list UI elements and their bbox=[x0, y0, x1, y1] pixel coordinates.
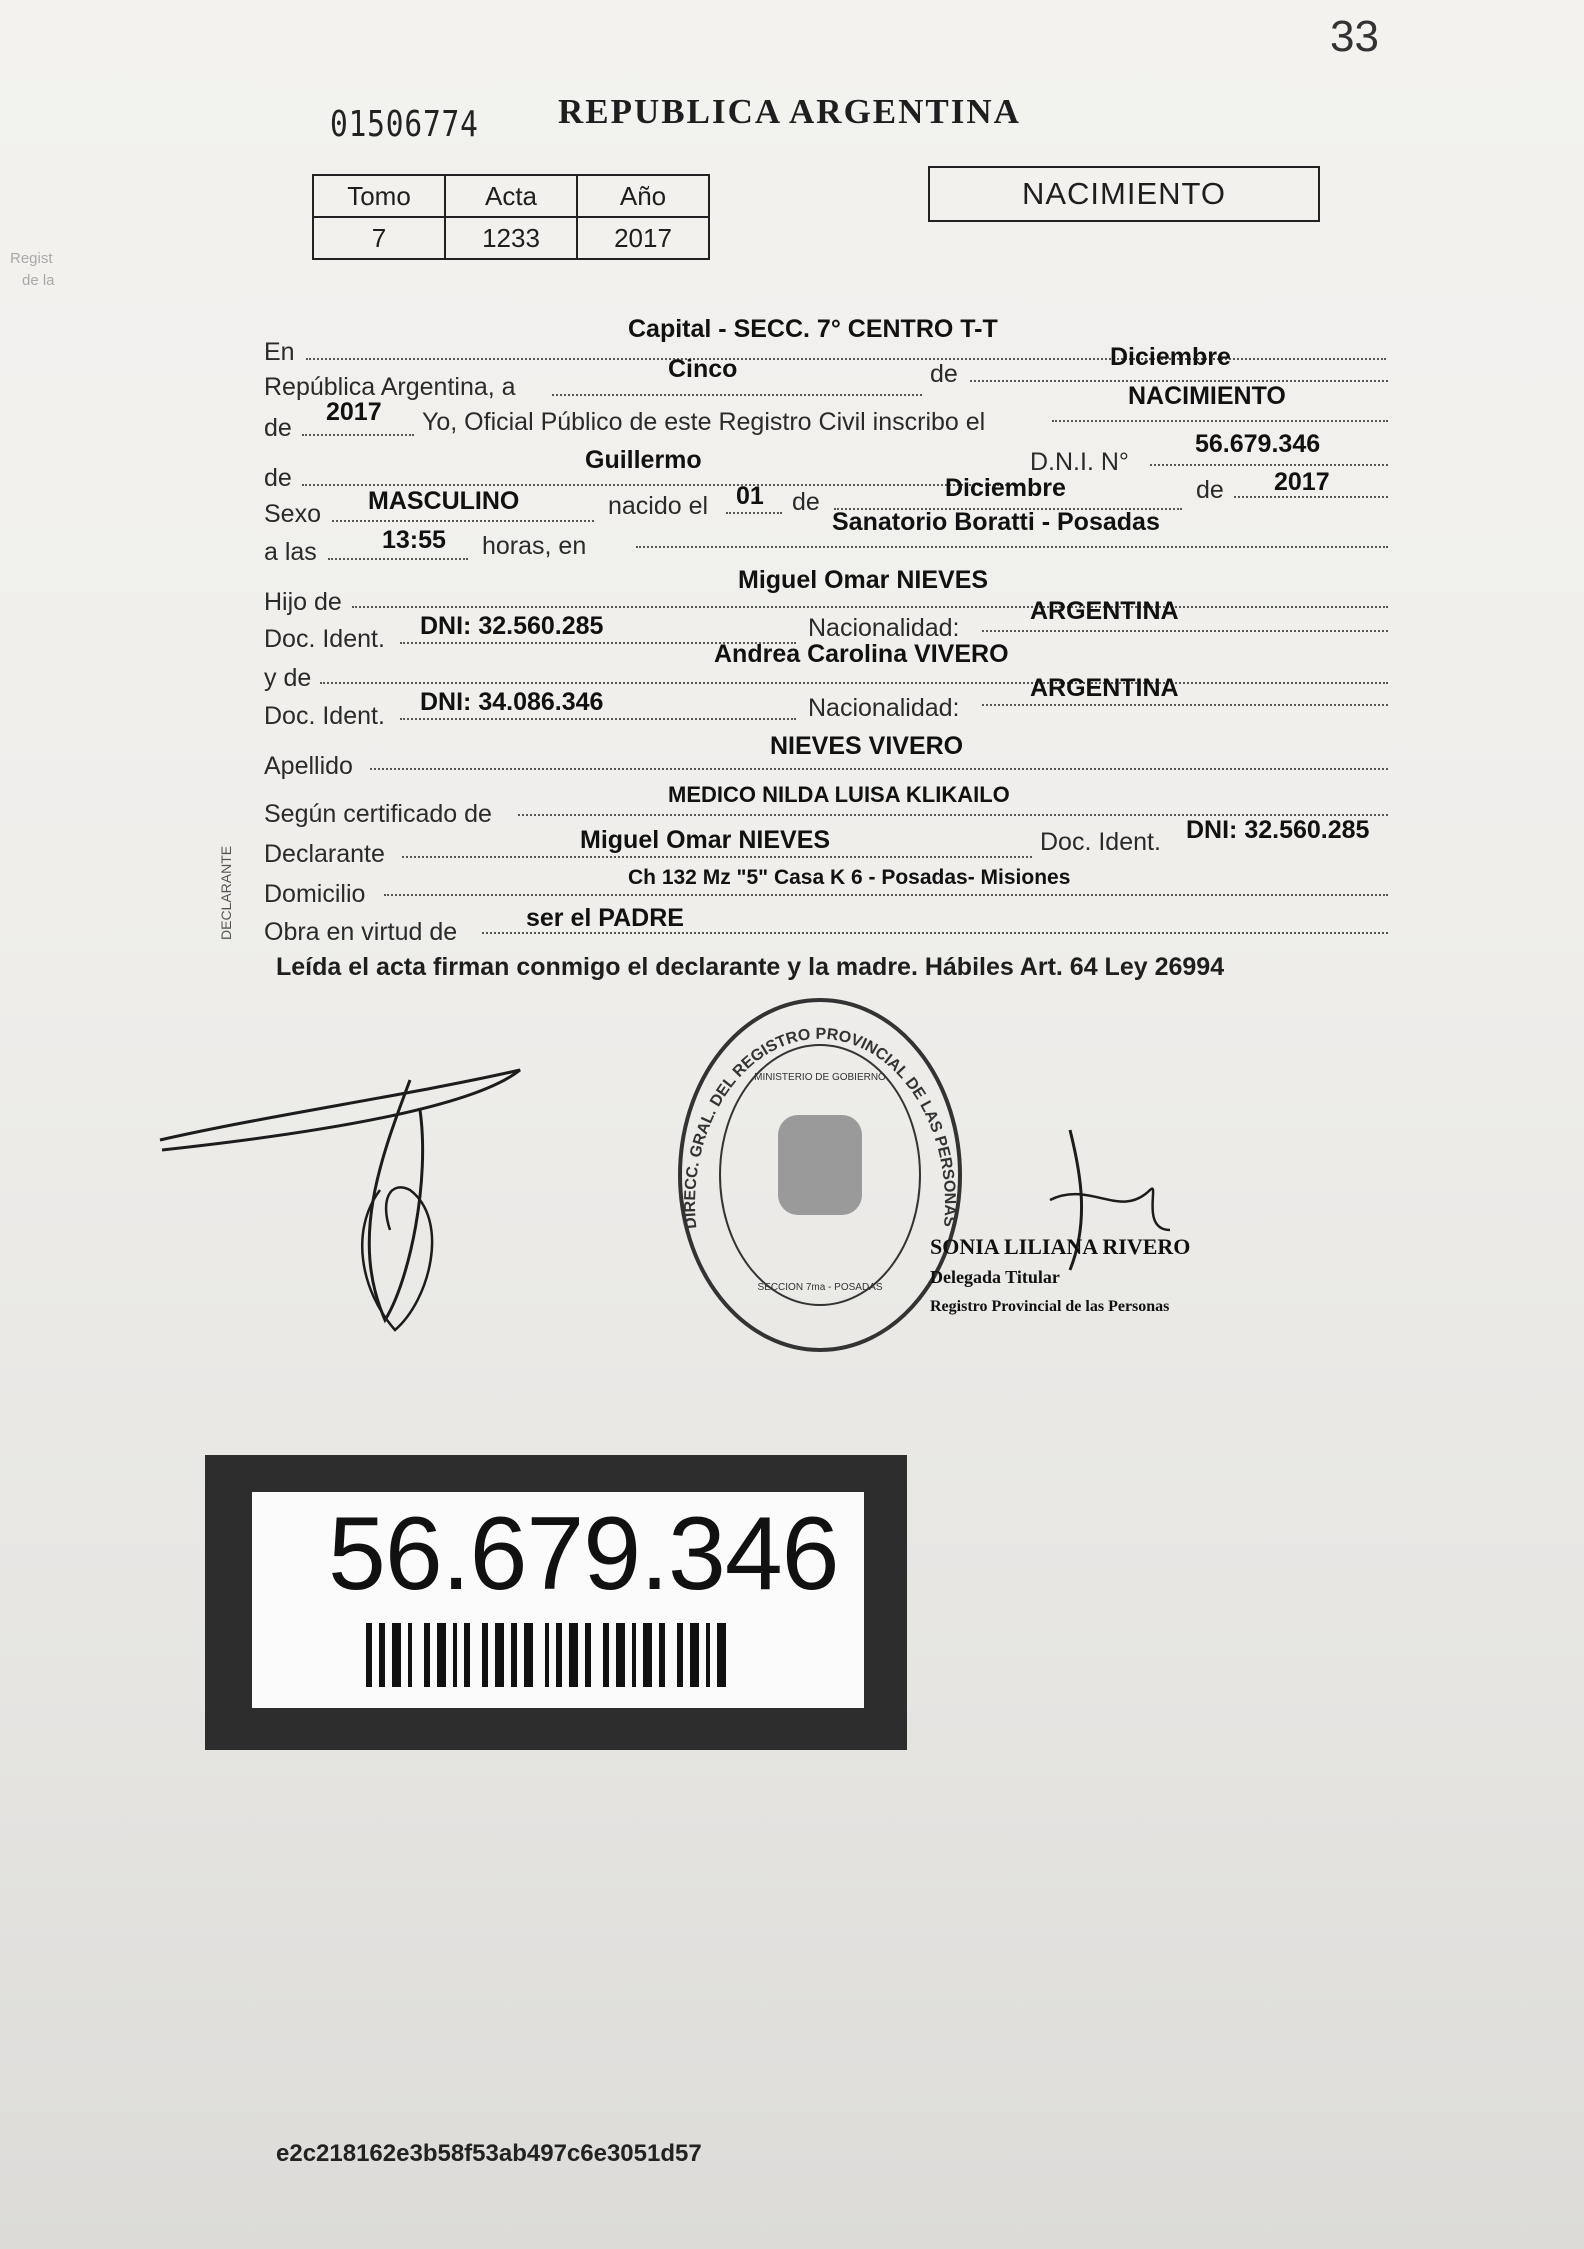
en-label: En bbox=[264, 338, 295, 366]
id-label-number: 56.679.346 bbox=[328, 1496, 839, 1612]
tomo-header: Tomo bbox=[313, 175, 445, 217]
barcode-bar bbox=[495, 1623, 504, 1687]
barcode-bar bbox=[545, 1623, 549, 1687]
birth-year-value: 2017 bbox=[1274, 468, 1330, 496]
country-title: REPUBLICA ARGENTINA bbox=[558, 92, 1021, 131]
tomo-value: 7 bbox=[313, 217, 445, 259]
barcode-bar bbox=[453, 1623, 457, 1687]
record-value: NACIMIENTO bbox=[1128, 382, 1286, 410]
barcode-bar bbox=[524, 1623, 533, 1687]
barcode-bar bbox=[690, 1623, 699, 1687]
father-doc-value: DNI: 32.560.285 bbox=[420, 612, 604, 640]
year-value: 2017 bbox=[326, 398, 382, 426]
declarant-doc-value: DNI: 32.560.285 bbox=[1186, 816, 1370, 844]
record-type-box: NACIMIENTO bbox=[928, 166, 1320, 222]
registry-seal bbox=[670, 990, 970, 1360]
apellido-label: Apellido bbox=[264, 752, 353, 780]
basis-value: ser el PADRE bbox=[526, 904, 684, 932]
a-las-label: a las bbox=[264, 538, 317, 566]
declarante-side-label: DECLARANTE bbox=[218, 845, 234, 940]
barcode-bar bbox=[482, 1623, 488, 1687]
declarant-name-value: Miguel Omar NIEVES bbox=[580, 826, 831, 854]
mother-nat-label: Nacionalidad: bbox=[808, 694, 960, 722]
barcode-bar bbox=[556, 1623, 562, 1687]
father-name-value: Miguel Omar NIEVES bbox=[738, 566, 989, 594]
seal-text: DIRECC. GRAL. DEL REGISTRO PROVINCIAL DE LAS PERSONAS bbox=[681, 1025, 959, 1230]
father-nat-value: ARGENTINA bbox=[1030, 597, 1179, 625]
de-label: de bbox=[930, 360, 958, 388]
declarante-label: Declarante bbox=[264, 840, 385, 868]
mother-nat-value: ARGENTINA bbox=[1030, 674, 1179, 702]
declarant-doc-label: Doc. Ident. bbox=[1040, 828, 1161, 856]
barcode-bar bbox=[569, 1623, 578, 1687]
acta-value: 1233 bbox=[445, 217, 577, 259]
barcode bbox=[366, 1623, 802, 1687]
y-de-label: y de bbox=[264, 664, 312, 692]
serial-number: 01506774 bbox=[330, 104, 479, 145]
birth-place-value: Sanatorio Boratti - Posadas bbox=[832, 508, 1160, 536]
closing-text: Leída el acta firman conmigo el declarante y la madre. Hábiles Art. 64 Ley 26994 bbox=[276, 953, 1225, 981]
register-table bbox=[312, 174, 710, 260]
document-hash: e2c218162e3b58f53ab497c6e3051d57 bbox=[276, 2140, 702, 2167]
barcode-bar bbox=[616, 1623, 625, 1687]
birth-month-value: Diciembre bbox=[945, 474, 1066, 502]
domicilio-label: Domicilio bbox=[264, 880, 366, 908]
certificado-label: Según certificado de bbox=[264, 800, 492, 828]
address-value: Ch 132 Mz "5" Casa K 6 - Posadas- Misiones bbox=[628, 866, 1071, 889]
birth-day-value: 01 bbox=[736, 482, 764, 510]
republica-label: República Argentina, a bbox=[264, 373, 516, 401]
barcode-bar bbox=[424, 1623, 430, 1687]
first-name-value: Guillermo bbox=[585, 446, 702, 474]
surname-value: NIEVES VIVERO bbox=[770, 732, 964, 760]
barcode-bar bbox=[511, 1623, 517, 1687]
seal-section-text: SECCION 7ma - POSADAS bbox=[757, 1282, 883, 1293]
barcode-bar bbox=[366, 1623, 372, 1687]
document-page: 33 Regist de la 01506774 REPUBLICA ARGENTINA Tomo Acta Año 7 1233 2017 NACIMIENTO En Capital - SECC. 7° CENTRO T-T República Argentina, a Cinco de Diciembre de 2017 Yo, Oficial Público de este Registro Civil inscribo el NACIMIENTO de Guillermo D.N.I. N° 56.679.346 Sexo MASCULINO nacido el 01 de Diciembre de 2017 a las 13:55 horas, en Sanatorio Boratti - Posadas Hijo de Miguel Omar NIEVES Doc. Ident. DNI: 32.560.285 Nacionalidad: ARGENTINA y de Andrea Carolina VIVERO Doc. Ident. DNI: 34.086.346 Nacionalidad: ARGENTINA Apellido NIEVES VIVERO Según certificado de MEDICO NILDA LUISA KLIKAILO Declarante Miguel Omar NIEVES Doc. Ident. DNI: 32.560.285 Domicilio Ch 132 Mz "5" Casa K 6 - Posadas- Misiones Obra en virtud de ser el PADRE DECLARANTE Leída el acta firman conmigo el declarante y la madre. Hábiles Art. 64 Ley 26994 MINISTERIO DE GOBIERNO SECCION 7ma - POSADAS DIRECC. GRAL. DEL REGISTRO PROVINCIAL DE LAS PERSONAS SONIA LILIANA RIVERO Delegada Titular Registro Provincial de las Personas 56.679.346 e2c218162e3b58f53ab497c6e3051d57 bbox=[0, 0, 1584, 2249]
month-value: Diciembre bbox=[1110, 343, 1231, 371]
hijo-label: Hijo de bbox=[264, 588, 342, 616]
barcode-bar bbox=[677, 1623, 683, 1687]
father-nat-label: Nacionalidad: bbox=[808, 614, 960, 642]
mother-name-value: Andrea Carolina VIVERO bbox=[714, 640, 1009, 668]
birth-time-value: 13:55 bbox=[382, 526, 446, 554]
inscribo-text: Yo, Oficial Público de este Registro Civil inscribo el bbox=[422, 408, 986, 436]
dni-value: 56.679.346 bbox=[1195, 430, 1321, 458]
barcode-bar bbox=[632, 1623, 636, 1687]
anio-value: 2017 bbox=[577, 217, 709, 259]
certifier-value: MEDICO NILDA LUISA KLIKAILO bbox=[668, 782, 1010, 807]
acta-header: Acta bbox=[445, 175, 577, 217]
sex-value: MASCULINO bbox=[368, 487, 520, 515]
mother-doc-label: Doc. Ident. bbox=[264, 702, 385, 730]
barcode-bar bbox=[392, 1623, 401, 1687]
official-office: Registro Provincial de las Personas bbox=[930, 1298, 1170, 1315]
official-title: Delegada Titular bbox=[930, 1267, 1060, 1287]
official-block bbox=[930, 1232, 1250, 1322]
seal-inner-text: MINISTERIO DE GOBIERNO bbox=[754, 1072, 886, 1083]
barcode-bar bbox=[408, 1623, 412, 1687]
barcode-bar bbox=[603, 1623, 609, 1687]
sexo-label: Sexo bbox=[264, 500, 321, 528]
horas-label: horas, en bbox=[482, 532, 587, 560]
barcode-bar bbox=[659, 1623, 665, 1687]
de-name-label: de bbox=[264, 464, 292, 492]
anio-header: Año bbox=[577, 175, 709, 217]
page-number: 33 bbox=[1330, 12, 1379, 61]
barcode-bar bbox=[706, 1623, 710, 1687]
barcode-bar bbox=[585, 1623, 591, 1687]
official-name: SONIA LILIANA RIVERO bbox=[930, 1234, 1191, 1259]
barcode-bar bbox=[717, 1623, 726, 1687]
dni-label: D.N.I. N° bbox=[1030, 448, 1129, 476]
place-value: Capital - SECC. 7° CENTRO T-T bbox=[628, 315, 998, 343]
nacido-label: nacido el bbox=[608, 492, 709, 520]
barcode-bar bbox=[643, 1623, 652, 1687]
de-year2-label: de bbox=[1196, 476, 1224, 504]
de-month-label: de bbox=[792, 488, 820, 516]
declarant-signature bbox=[150, 1040, 570, 1340]
obra-label: Obra en virtud de bbox=[264, 918, 458, 946]
father-doc-label: Doc. Ident. bbox=[264, 625, 385, 653]
barcode-bar bbox=[464, 1623, 470, 1687]
mother-doc-value: DNI: 34.086.346 bbox=[420, 688, 604, 716]
de-year-label: de bbox=[264, 414, 292, 442]
barcode-bar bbox=[437, 1623, 446, 1687]
barcode-bar bbox=[379, 1623, 385, 1687]
day-value: Cinco bbox=[668, 355, 738, 383]
